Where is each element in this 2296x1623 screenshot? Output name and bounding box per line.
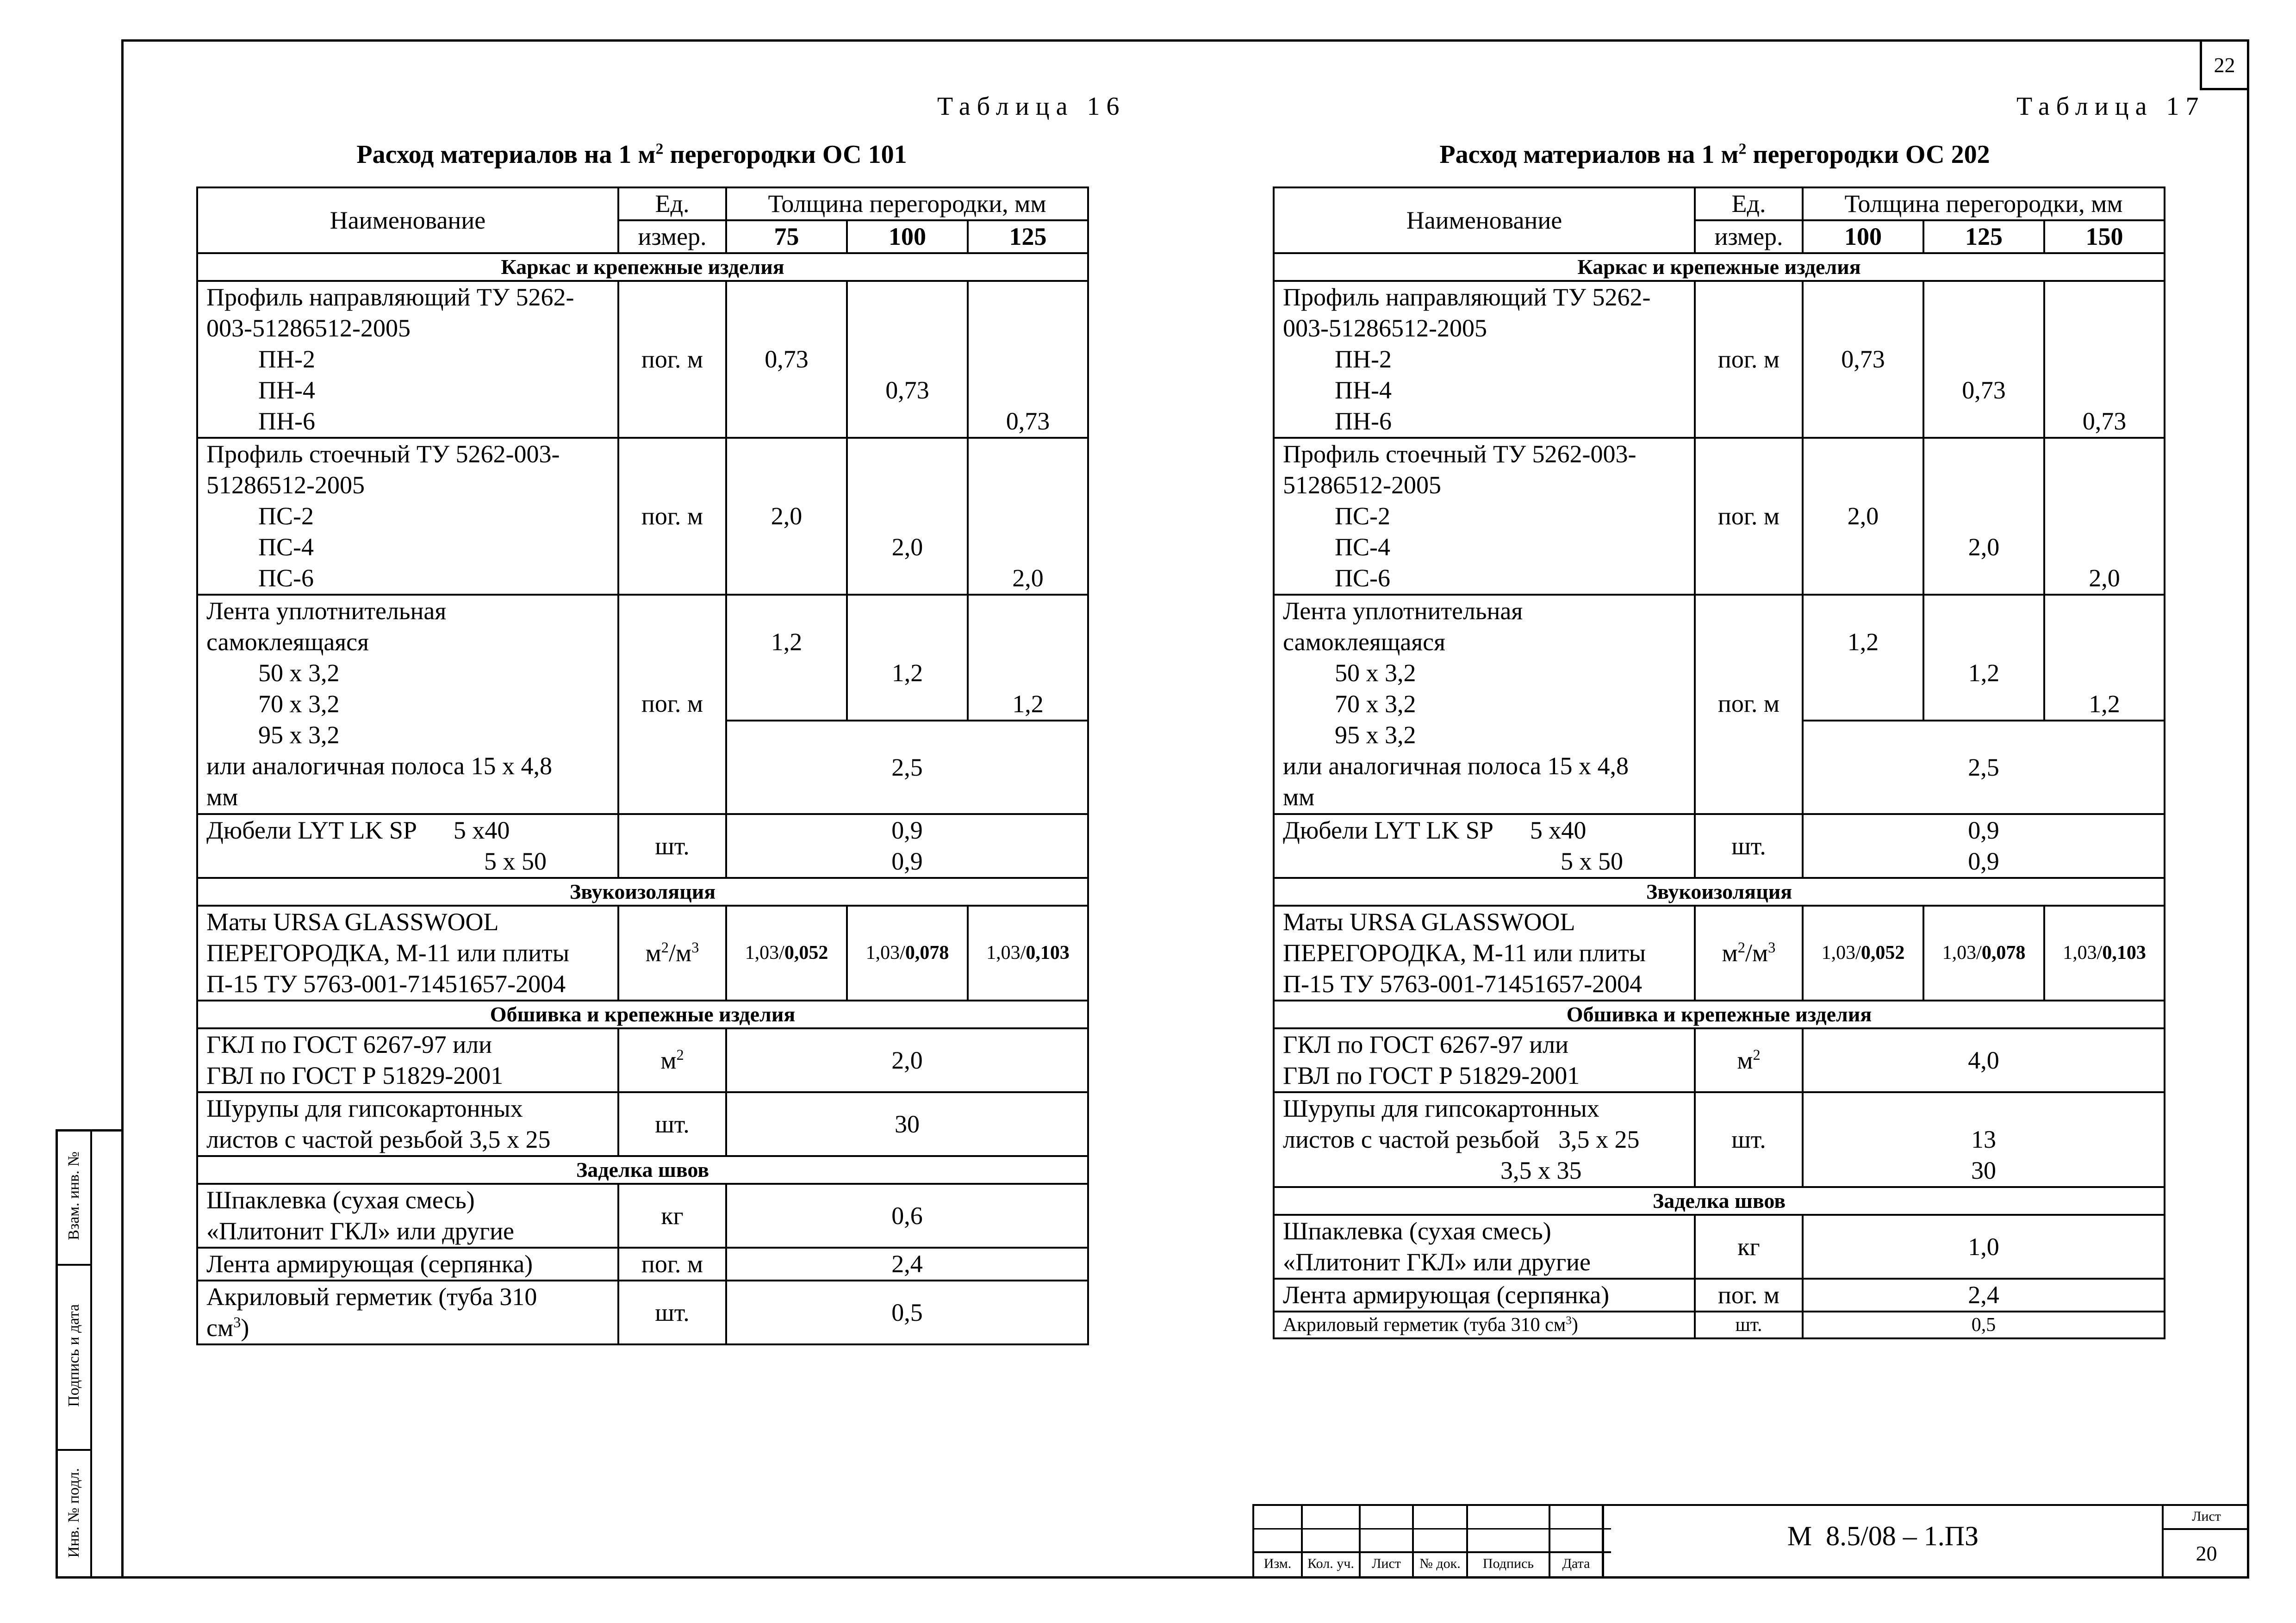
table-row [1274,1215,2165,1279]
row-name: Шпаклевка (сухая смесь) «Плитонит ГКЛ» или другие [1274,1215,1695,1279]
section-title: Обшивка и крепежные изделия [1274,1001,2165,1028]
table-row [197,438,1088,595]
section-row [197,1156,1088,1184]
row-value: 0,73 [726,281,847,438]
row-name: Лента армирующая (серпянка) [197,1248,618,1281]
row-unit: шт. [618,1281,726,1344]
stamp-col-label: Изм. [1263,1556,1292,1571]
side-cell-2 [58,1266,90,1451]
row-value: 2,0 [726,438,847,595]
header-name: Наименование [1274,187,1695,253]
row-value: 0,73 [1923,281,2044,438]
table-row [197,281,1088,438]
header-thickness: Толщина перегородки, мм [726,187,1088,220]
row-name: ГКЛ по ГОСТ 6267-97 или ГВЛ по ГОСТ Р 51829-2001 [1274,1028,1695,1092]
header-t1: 100 [1803,220,1923,253]
header-t1: 75 [726,220,847,253]
row-unit: пог. м [1695,438,1803,595]
row-unit: $м^2/м^3$ [1695,906,1803,1001]
t16-table [196,187,1089,1345]
row-name: Дюбели LYT LK SP 5 х40 5 х 50 [1274,814,1695,878]
row-value: 2,0 [2044,438,2165,595]
side-cell-1 [58,1132,90,1266]
table-row [197,906,1088,1001]
row-value: 1,2 [726,595,847,721]
row-unit: шт. [618,814,726,878]
section-row [1274,253,2165,281]
row-name: Профиль стоечный ТУ 5262-003- 51286512-2005 ПС-2 ПС-4 ПС-6 [197,438,618,595]
row-unit: кг [1695,1215,1803,1279]
header-t2: 100 [847,220,968,253]
row-name: Дюбели LYT LK SP 5 х40 5 х 50 [197,814,618,878]
table-row [1274,438,2165,595]
table-row [197,1281,1088,1344]
row-value: 2,0 [968,438,1088,595]
row-value: 2,5 [726,721,1088,814]
row-value: 1,03/0,052 [726,906,847,1001]
stamp-col-label: Кол. уч. [1307,1556,1354,1571]
section-title: Каркас и крепежные изделия [1274,253,2165,281]
table-row [1274,187,2165,220]
row-unit: шт. [1695,1092,1803,1187]
row-name: Лента уплотнительная самоклеящаяся 50 х 3,2 70 х 3,2 95 х 3,2 или аналогичная полоса 15 х 4,8 мм [1274,595,1695,814]
row-value: 2,0 [847,438,968,595]
side-cell-3 [58,1451,90,1579]
row-name: Маты URSA GLASSWOOL ПЕРЕГОРОДКА, М-11 или плиты П-15 ТУ 5763-001-71451657-2004 [1274,906,1695,1001]
row-value: 1,2 [1803,595,1923,721]
row-name: Маты URSA GLASSWOOL ПЕРЕГОРОДКА, М-11 или плиты П-15 ТУ 5763-001-71451657-2004 [197,906,618,1001]
row-name: Лента армирующая (серпянка) [1274,1279,1695,1312]
section-row [197,878,1088,906]
row-name: ГКЛ по ГОСТ 6267-97 или ГВЛ по ГОСТ Р 51829-2001 [197,1028,618,1092]
t17-table [1273,187,2165,1339]
row-unit: пог. м [618,595,726,814]
row-unit: пог. м [1695,1279,1803,1312]
header-name: Наименование [197,187,618,253]
stamp-col-label: Лист [1372,1556,1401,1571]
sheet-label: Лист [2192,1509,2221,1524]
table-row [1274,814,2165,878]
doc-code: М 8.5/08 – 1.ПЗ [1787,1521,1979,1551]
section-row [1274,878,2165,906]
section-row [1274,1187,2165,1215]
row-value: 0,5 [726,1281,1088,1344]
t16-caption: Таблица 16 [937,92,1126,121]
header-unit: Ед. [618,187,726,220]
stamp-col-label: № док. [1419,1556,1461,1571]
table-row [1274,595,2165,721]
table-row [197,1184,1088,1248]
table-row [197,187,1088,220]
row-value: 0,9 0,9 [726,814,1088,878]
row-unit: $м^2$ [618,1028,726,1092]
row-name: Шпаклевка (сухая смесь) «Плитонит ГКЛ» или другие [197,1184,618,1248]
row-value: 0,5 [1803,1312,2165,1338]
row-name: Акриловый герметик (туба 310 $см^3$) [197,1281,618,1344]
row-unit: $м^2$ [1695,1028,1803,1092]
table-row [1274,1092,2165,1187]
row-value: 1,03/0,052 [1803,906,1923,1001]
stamp-col-label: Подпись [1482,1556,1534,1571]
title-block [1252,1504,2249,1579]
row-value: 1,2 [968,595,1088,721]
row-unit: шт. [1695,814,1803,878]
table-row [197,1092,1088,1156]
header-thickness: Толщина перегородки, мм [1803,187,2165,220]
row-unit: кг [618,1184,726,1248]
side-divider [90,1132,92,1579]
table-row [197,595,1088,721]
header-t2: 125 [1923,220,2044,253]
section-row [197,253,1088,281]
table-row [197,1248,1088,1281]
stamp-col-label: Дата [1562,1556,1590,1571]
header-t3: 125 [968,220,1088,253]
row-unit: пог. м [618,438,726,595]
row-name: Лента уплотнительная самоклеящаяся 50 х 3,2 70 х 3,2 95 х 3,2 или аналогичная полоса 15 х 4,8 мм [197,595,618,814]
row-unit: пог. м [618,281,726,438]
section-title: Обшивка и крепежные изделия [197,1001,1088,1028]
row-value: 0,73 [847,281,968,438]
row-value: 2,4 [726,1248,1088,1281]
row-name: Профиль стоечный ТУ 5262-003- 51286512-2005 ПС-2 ПС-4 ПС-6 [1274,438,1695,595]
row-name: Профиль направляющий ТУ 5262- 003-51286512-2005 ПН-2 ПН-4 ПН-6 [1274,281,1695,438]
row-value: 2,5 [1803,721,2165,814]
row-value: 0,9 0,9 [1803,814,2165,878]
t17-title: Расход материалов на 1 $м^2$ перегородки ОС 202 [1439,140,1990,169]
row-name: Шурупы для гипсокартонных листов с частой резьбой 3,5 х 25 3,5 х 35 [1274,1092,1695,1187]
row-unit: шт. [618,1092,726,1156]
row-value: 2,4 [1803,1279,2165,1312]
row-unit: шт. [1695,1312,1803,1338]
row-value: 2,0 [1923,438,2044,595]
header-unit-2: измер. [1695,220,1803,253]
section-title: Звукоизоляция [197,878,1088,906]
row-value: 1,03/0,078 [847,906,968,1001]
section-row [197,1001,1088,1028]
stamp-line [1252,1504,2249,1506]
row-value: 1,2 [847,595,968,721]
row-value: 1,03/0,078 [1923,906,2044,1001]
section-row [1274,1001,2165,1028]
row-value: 1,2 [2044,595,2165,721]
row-value: 0,73 [1803,281,1923,438]
t16-title: Расход материалов на 1 $м^2$ перегородки ОС 101 [356,140,907,169]
row-value: 2,0 [726,1028,1088,1092]
section-title: Заделка швов [197,1156,1088,1184]
row-unit: пог. м [1695,281,1803,438]
table-row [1274,1312,2165,1338]
row-unit: пог. м [1695,595,1803,814]
section-title: Звукоизоляция [1274,878,2165,906]
table-row [197,814,1088,878]
side-label-3: Инв. № подл. [65,1468,82,1558]
header-unit-2: измер. [618,220,726,253]
stamp-line [1252,1551,1611,1553]
side-label-2: Подпись и дата [65,1304,82,1407]
row-value: 30 [726,1092,1088,1156]
table-row [1274,1028,2165,1092]
row-value: 1,03/0,103 [2044,906,2165,1001]
row-name: Профиль направляющий ТУ 5262- 003-51286512-2005 ПН-2 ПН-4 ПН-6 [197,281,618,438]
row-value: 1,2 [1923,595,2044,721]
table-row [1274,906,2165,1001]
row-name: Акриловый герметик (туба 310 $см^3$) [1274,1312,1695,1338]
row-value: 0,6 [726,1184,1088,1248]
table-row [1274,281,2165,438]
section-title: Заделка швов [1274,1187,2165,1215]
sheet-number: 20 [2196,1542,2217,1565]
t17-caption: Таблица 17 [2016,92,2205,121]
row-unit: пог. м [618,1248,726,1281]
row-unit: $м^2/м^3$ [618,906,726,1001]
row-value: 13 30 [1803,1092,2165,1187]
row-name: Шурупы для гипсокартонных листов с частой резьбой 3,5 х 25 [197,1092,618,1156]
header-t3: 150 [2044,220,2165,253]
page-number: 22 [2200,39,2249,90]
section-title: Каркас и крепежные изделия [197,253,1088,281]
row-value: 0,73 [2044,281,2165,438]
header-unit: Ед. [1695,187,1803,220]
row-value: 0,73 [968,281,1088,438]
stamp-line [2162,1528,2249,1530]
side-label-1: Взам. инв. № [65,1151,82,1240]
row-value: 4,0 [1803,1028,2165,1092]
table-row [197,1028,1088,1092]
side-strip [56,1129,121,1579]
stamp-line [1252,1528,1611,1530]
row-value: 2,0 [1803,438,1923,595]
row-value: 1,03/0,103 [968,906,1088,1001]
row-value: 1,0 [1803,1215,2165,1279]
table-row [1274,1279,2165,1312]
